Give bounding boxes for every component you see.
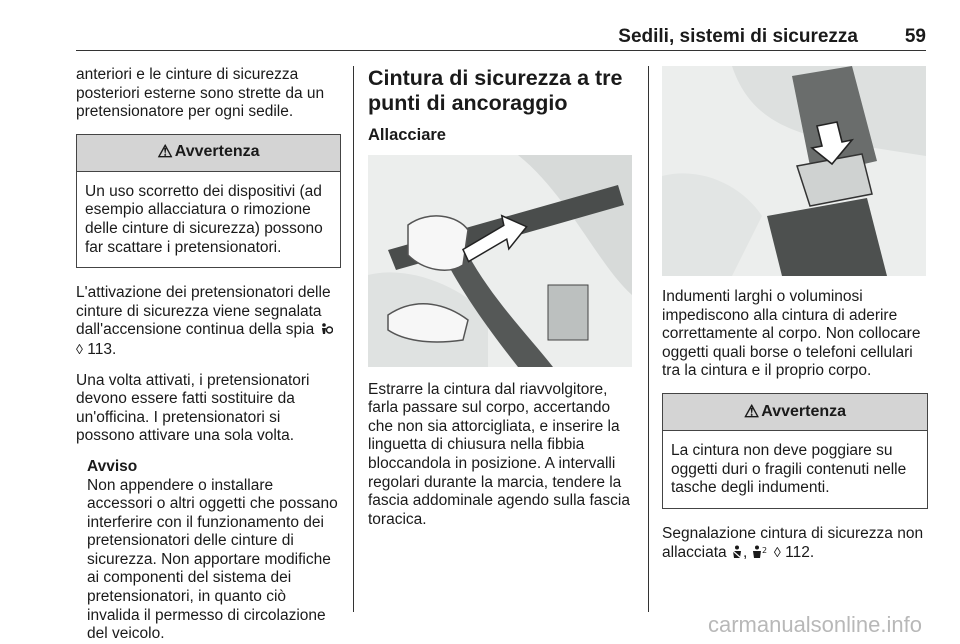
svg-text:2: 2 <box>761 546 767 556</box>
warning-triangle-icon: ⚠ <box>743 401 760 421</box>
page-header <box>76 26 926 48</box>
header-title: Sedili, sistemi di sicurezza <box>618 26 858 47</box>
col1-para3: Una volta attivati, i pretensionatori devono essere fatti sostituire da un'officina. I pretensionatori si possono attivare una sola volta. <box>76 371 310 445</box>
warning-box-2 <box>662 393 928 509</box>
page-number: 59 <box>904 26 926 47</box>
notice-text: Non appendere o installare accessori o altri oggetti che possano interferire con il funzionamento dei pretensionatori delle cinture di sicurezza. Non apportare modifiche ai componenti del sistema dei pretensionatori, in quanto ciò invalida il permesso di circolazione del veicolo. <box>87 476 338 643</box>
col1-para1: anteriori e le cinture di sicurezza posteriori esterne sono strette da un pretensionatore per ogni sedile. <box>76 66 325 121</box>
warning-text: Un uso scorretto dei dispositivi (ad esempio allacciatura o rimozione delle cinture di sicurezza) possono far scattare i pretensionatori. <box>85 182 323 256</box>
section-subtitle: Allacciare <box>368 126 446 144</box>
notice-title: Avviso <box>87 457 138 475</box>
rear-seatbelt-icon <box>752 545 770 559</box>
seatbelt-reminder-icon <box>731 545 743 559</box>
warning-triangle-icon: ⚠ <box>157 142 173 162</box>
column-2 <box>368 66 634 541</box>
column-divider-2 <box>648 66 649 612</box>
warning-title: Avvertenza <box>761 402 847 420</box>
buckle-illustration <box>662 66 926 276</box>
watermark: carmanualsonline.info <box>707 612 922 637</box>
col3-para2: Segnalazione cintura di sicurezza non allacciata , 2 ◊ 112. <box>662 524 924 562</box>
col2-para1: Estrarre la cintura dal riavvolgitore, farla passare sul corpo, accertando che non sia attorcigliata, e inserire la linguetta di chiusura nella fibbia bloccandola in posizione. A intervalli regolari durante la marcia, tendere la fascia addominale agendo sulla fascia toracica. <box>368 380 630 528</box>
warning-box-1 <box>76 134 341 268</box>
col1-para2: L'attivazione dei pretensionatori delle cinture di sicurezza viene segnalata dall'accensione continua della spia ◊ 113. <box>76 284 331 358</box>
header-rule <box>76 50 926 51</box>
column-1 <box>76 66 341 644</box>
col3-para1: Indumenti larghi o voluminosi impediscono alla cintura di aderire correttamente al corpo. Non collocare oggetti quali borse o telefoni cellulari tra la cintura e il proprio corpo. <box>662 288 921 380</box>
page-ref-icon: ◊ <box>76 340 83 357</box>
warning-text: La cintura non deve poggiare su oggetti duri o fragili contenuti nelle tasche degli indumenti. <box>671 441 907 497</box>
buckling-illustration <box>368 155 632 367</box>
notice-block <box>76 458 341 644</box>
page-ref-icon: ◊ <box>773 544 781 561</box>
section-title: Cintura di sicurezza a tre punti di ancoraggio <box>368 66 623 115</box>
column-3 <box>662 66 928 575</box>
warning-title: Avvertenza <box>174 143 260 161</box>
column-divider-1 <box>353 66 354 612</box>
airbag-warning-icon <box>319 322 333 336</box>
